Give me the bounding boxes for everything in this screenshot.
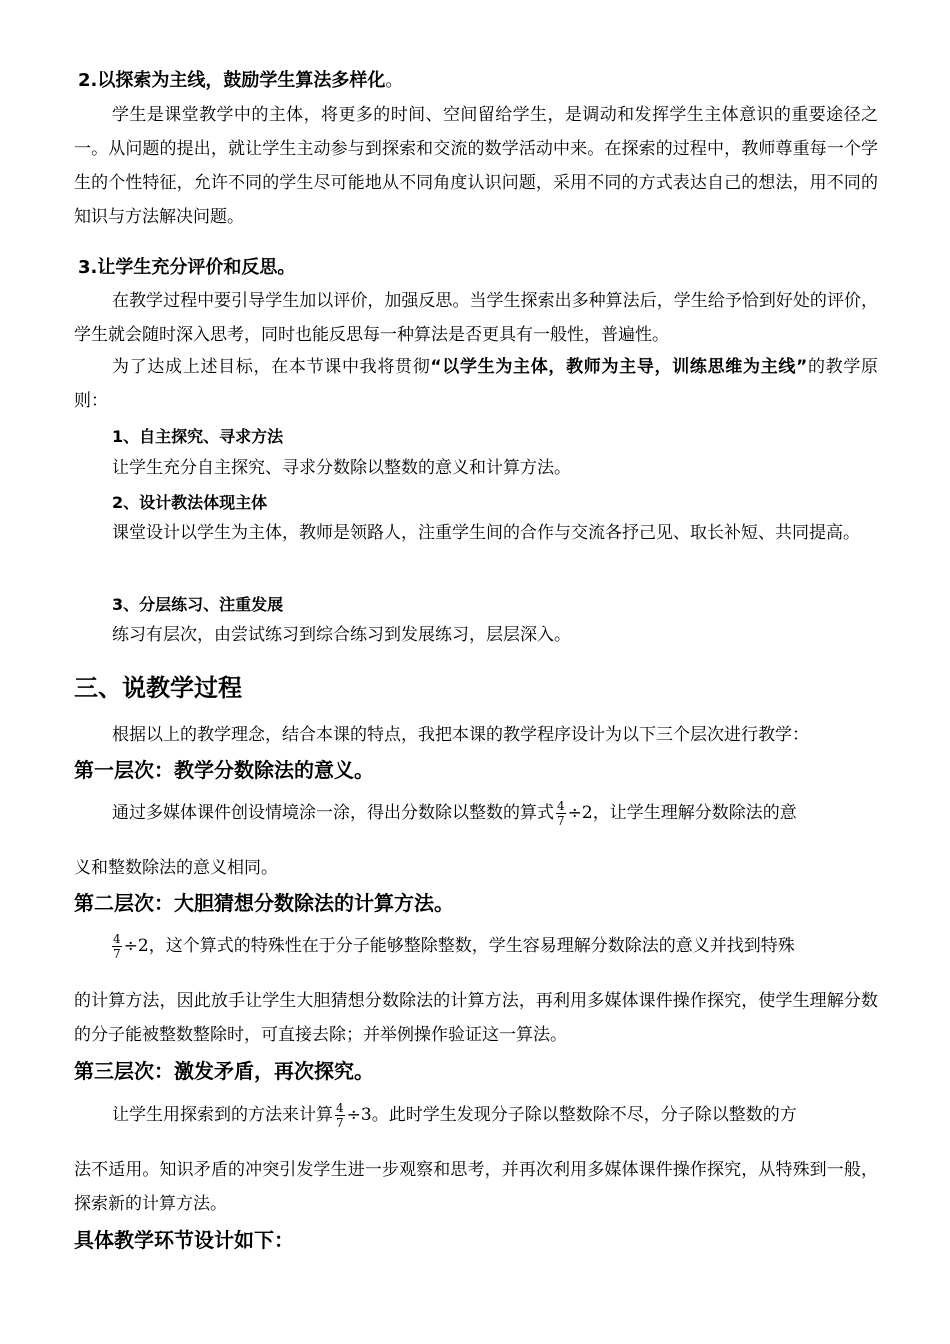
layer1-line2: 义和整数除法的意义相同。 <box>74 858 278 878</box>
section3-heading: 3.让学生充分评价和反思。 <box>78 257 296 278</box>
layer2-rest: 的计算方法，因此放手让学生大胆猜想分数除法的计算方法，再利用多媒体课件操作探究，使学生理解分数的分子能被整数整除时，可直接去除；并举例操作验证这一算法。 <box>74 991 878 1045</box>
principle-3-text: 练习有层次，由尝试练习到综合练习到发展练习，层层深入。 <box>112 625 571 645</box>
layer3-heading: 第三层次：激发矛盾，再次探究。 <box>74 1059 374 1083</box>
part3-heading: 三、说教学过程 <box>74 674 242 702</box>
layer1-line1: 通过多媒体课件创设情境涂一涂，得出分数除以整数的算式 $\frac{4}{7}$ ÷2，让学生理解分数除法的意 <box>112 799 797 828</box>
layer3-line1: 让学生用探索到的方法来计算 $\frac{4}{7}$ ÷3。此时学生发现分子除以整数除不尽，分子除以整数的方 <box>112 1101 797 1130</box>
principle-1-title: 1、自主探究、寻求方法 <box>112 427 284 446</box>
fraction-4-7: $\frac{4}{7}$ <box>336 1101 344 1130</box>
part3-intro: 根据以上的教学理念，结合本课的特点，我把本课的教学程序设计为以下三个层次进行教学： <box>112 725 809 745</box>
layer1-heading: 第一层次：教学分数除法的意义。 <box>74 758 374 782</box>
principle-statement: 为了达成上述目标，在本节课中我将贯彻“以学生为主体，教师为主导，训练思维为主线”的教学原则： <box>74 357 879 411</box>
layer2-line1: $\frac{4}{7}$ ÷2，这个算式的特殊性在于分子能够整除整数，学生容易理解分数除法的意义并找到特殊 <box>113 932 795 961</box>
section3-paragraph: 在教学过程中要引导学生加以评价，加强反思。当学生探索出多种算法后，学生给予恰到好处的评价，学生就会随时深入思考，同时也能反思每一种算法是否更具有一般性，普遍性。 <box>74 291 878 345</box>
principle-1-text: 让学生充分自主探究、寻求分数除以整数的意义和计算方法。 <box>112 458 571 478</box>
layer3-rest: 法不适用。知识矛盾的冲突引发学生进一步观察和思考，并再次利用多媒体课件操作探究，从特殊到一般，探索新的计算方法。 <box>74 1160 878 1214</box>
closing-heading: 具体教学环节设计如下： <box>74 1228 294 1252</box>
layer2-heading: 第二层次：大胆猜想分数除法的计算方法。 <box>74 891 454 915</box>
fraction-4-7: $\frac{4}{7}$ <box>113 932 121 961</box>
principle-2-text: 课堂设计以学生为主体，教师是领路人，注重学生间的合作与交流各抒己见、取长补短、共同提高。 <box>112 523 860 543</box>
principle-3-title: 3、分层练习、注重发展 <box>112 595 284 614</box>
principle-2-title: 2、设计教法体现主体 <box>112 493 268 512</box>
section2-heading: 2.以探索为主线，鼓励学生算法多样化。 <box>78 70 404 91</box>
section2-paragraph: 学生是课堂教学中的主体，将更多的时间、空间留给学生，是调动和发挥学生主体意识的重要途径之一。从问题的提出，就让学生主动参与到探索和交流的数学活动中来。在探索的过程中，教师尊重每一个学生的个性特征，允许不同的学生尽可能地从不同角度认识问题，采用不同的方式表达自己的想法，用不同的知识与方法解决问题。 <box>74 105 878 227</box>
fraction-4-7: $\frac{4}{7}$ <box>557 799 565 828</box>
